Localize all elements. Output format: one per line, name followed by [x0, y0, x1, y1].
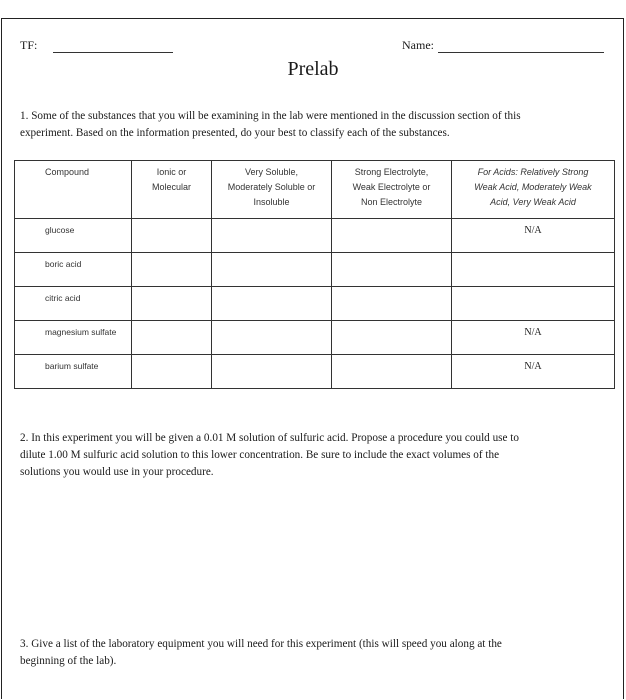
name-label: Name:: [402, 38, 434, 52]
answer-cell[interactable]: [212, 219, 332, 253]
header-acid-strength: [452, 161, 615, 219]
question-3-line-1: 3. Give a list of the laboratory equipment you will need for this experiment (this will speed you along at the: [20, 638, 502, 650]
header-text: Weak Electrolyte or: [352, 182, 431, 192]
answer-cell[interactable]: [332, 253, 452, 287]
tf-field: [20, 38, 173, 53]
header-solubility: [212, 161, 332, 219]
header-text: Non Electrolyte: [360, 197, 423, 207]
header-electrolyte: [332, 161, 452, 219]
answer-cell[interactable]: [332, 287, 452, 321]
acid-cell[interactable]: [452, 287, 615, 321]
header-text: Ionic or: [156, 167, 187, 177]
compound-cell: boric acid: [15, 253, 132, 287]
question-1-line-2: experiment. Based on the information presented, do your best to classify each of the substances.: [20, 127, 450, 139]
header-compound-text: Compound: [45, 167, 90, 177]
compound-cell: glucose: [15, 219, 132, 253]
compound-cell: citric acid: [15, 287, 132, 321]
name-input-line[interactable]: [438, 42, 604, 53]
answer-cell[interactable]: [132, 253, 212, 287]
acid-cell: N/A: [452, 219, 615, 253]
header-text: Acid, Very Weak Acid: [490, 197, 576, 207]
table-row-boric-acid: [15, 253, 615, 287]
table-row-magnesium-sulfate: [15, 321, 615, 355]
table-header-row: [15, 161, 615, 219]
header-text: Molecular: [151, 182, 191, 192]
acid-cell[interactable]: [452, 253, 615, 287]
question-2: [20, 430, 604, 481]
tf-input-line[interactable]: [53, 42, 173, 53]
question-2-line-1: 2. In this experiment you will be given a 0.01 M solution of sulfuric acid. Propose a procedure you could use to: [20, 432, 519, 444]
header-text: Moderately Soluble or: [227, 182, 316, 192]
answer-cell[interactable]: [332, 355, 452, 389]
answer-cell[interactable]: [212, 253, 332, 287]
compound-cell: magnesium sulfate: [15, 321, 132, 355]
answer-cell[interactable]: [332, 219, 452, 253]
header-ionic-molecular: [132, 161, 212, 219]
question-3-line-2: beginning of the lab).: [20, 655, 117, 667]
answer-cell[interactable]: [212, 355, 332, 389]
question-3: [20, 636, 604, 670]
question-1-line-1: 1. Some of the substances that you will be examining in the lab were mentioned in the discussion section of this: [20, 110, 521, 122]
acid-cell: N/A: [452, 355, 615, 389]
acid-cell: N/A: [452, 321, 615, 355]
header-text: Very Soluble,: [244, 167, 299, 177]
answer-cell[interactable]: [332, 321, 452, 355]
answer-cell[interactable]: [212, 287, 332, 321]
header-text: Insoluble: [253, 197, 290, 207]
compound-cell: barium sulfate: [15, 355, 132, 389]
question-1: [20, 108, 604, 142]
answer-cell[interactable]: [132, 355, 212, 389]
page-title: Prelab: [287, 58, 339, 80]
classification-table: [14, 160, 615, 389]
answer-cell[interactable]: [132, 219, 212, 253]
table-row-barium-sulfate: [15, 355, 615, 389]
answer-cell[interactable]: [132, 321, 212, 355]
answer-cell[interactable]: [212, 321, 332, 355]
header-compound: [15, 161, 132, 219]
answer-cell[interactable]: [132, 287, 212, 321]
tf-label: TF:: [20, 38, 38, 52]
name-field: [402, 38, 604, 53]
header-text: For Acids: Relatively Strong: [477, 167, 589, 177]
table-row-citric-acid: [15, 287, 615, 321]
table-row-glucose: [15, 219, 615, 253]
header-text: Strong Electrolyte,: [354, 167, 429, 177]
question-2-line-2: dilute 1.00 M sulfuric acid solution to this lower concentration. Be sure to include the exact volumes of the: [20, 449, 500, 461]
header-text: Weak Acid, Moderately Weak: [474, 182, 592, 192]
question-2-line-3: solutions you would use in your procedure.: [20, 466, 214, 478]
